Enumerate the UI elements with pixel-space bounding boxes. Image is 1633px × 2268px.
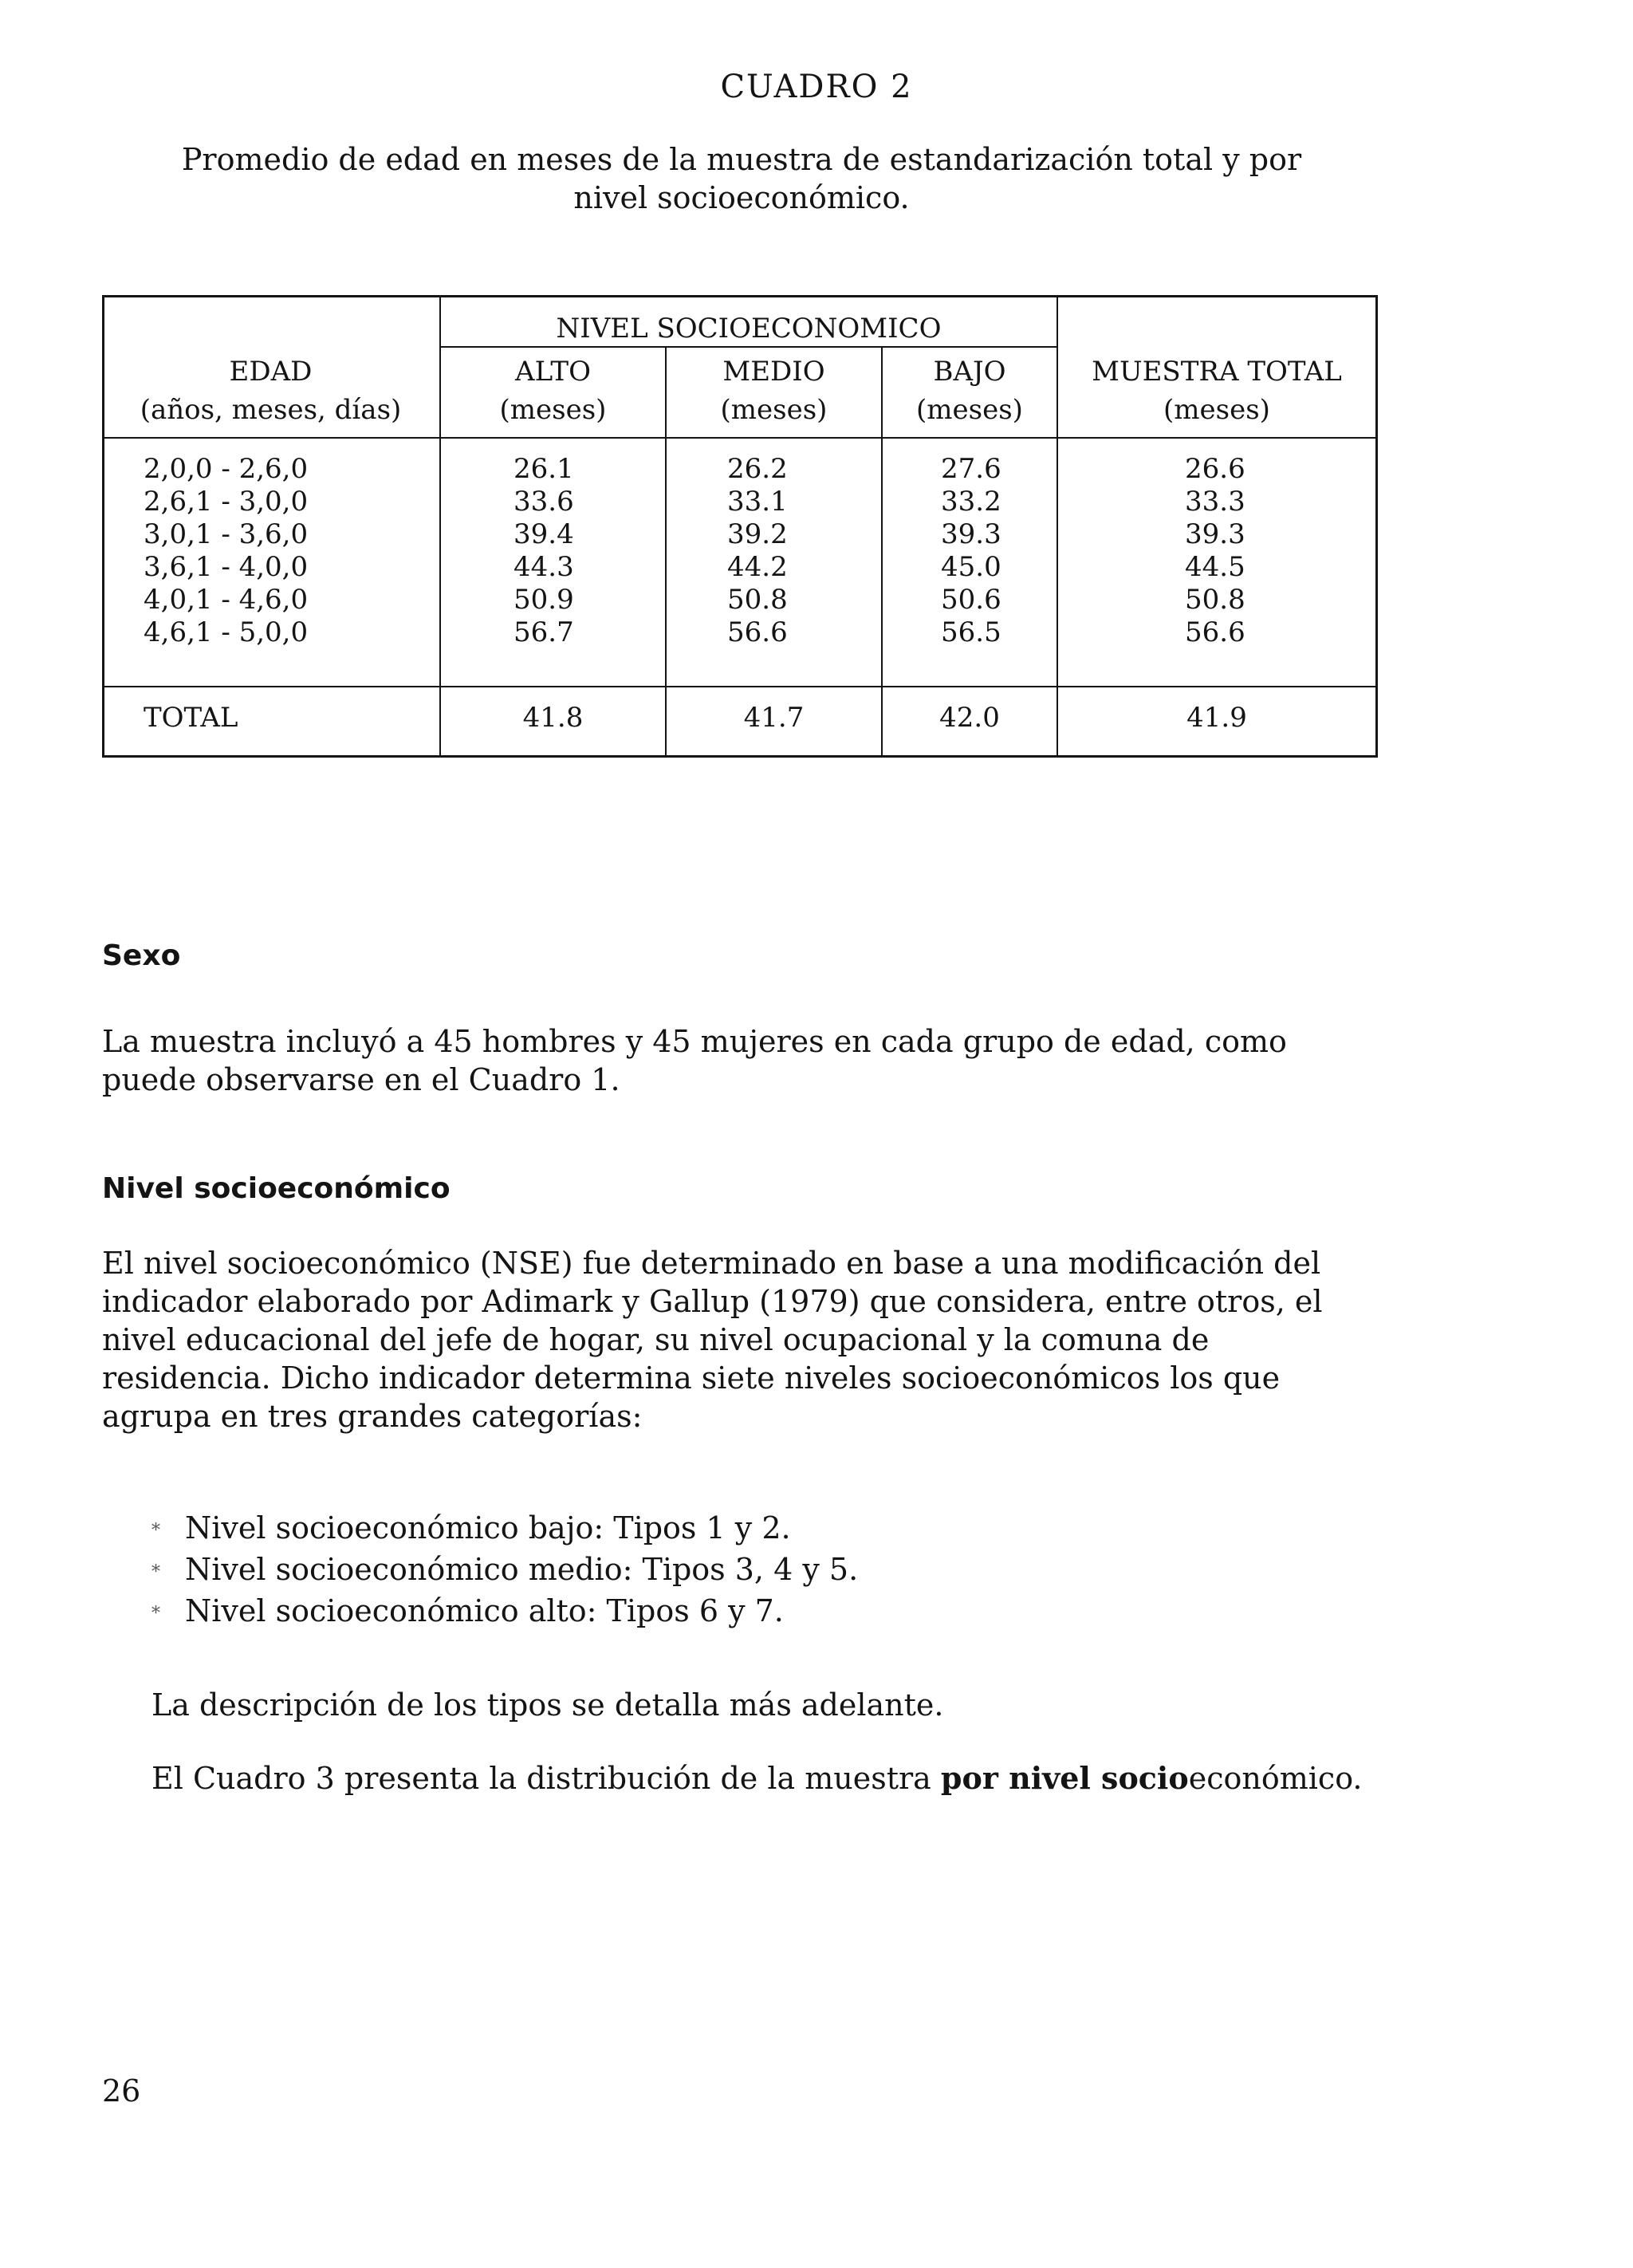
list-item: * Nivel socioeconómico bajo: Tipos 1 y 2. — [151, 1509, 858, 1550]
table-cell: 44.2 — [727, 551, 788, 583]
medio-column — [727, 453, 788, 649]
table-cell: 45.0 — [941, 551, 1001, 583]
bullet-icon: * — [151, 1521, 160, 1541]
age-table — [102, 295, 1378, 758]
table-cell: 50.9 — [514, 584, 574, 616]
table-cell: 33.6 — [514, 486, 574, 518]
header-medio-units: (meses) — [720, 394, 828, 426]
table-cell: 39.3 — [941, 518, 1001, 550]
table-cell: 26.2 — [727, 453, 788, 485]
bullet-icon: * — [151, 1562, 160, 1582]
paragraph-nse: El nivel socioeconómico (NSE) fue determinado en base a una modificación del indicador elaborado por Adimark y Gallup (1979) que considera, entre otros, el nivel educacional del jefe de hogar, su nivel ocupacional y la comuna de residencia. Dicho indicador determina siete niveles socioeconómicos los que agrupa en tres grandes categorías: — [102, 1246, 1323, 1434]
table-cell: 39.2 — [727, 518, 788, 550]
table-cell: 44.3 — [514, 551, 574, 583]
table-cell: 3,0,1 - 3,6,0 — [144, 518, 309, 550]
header-bajo-units: (meses) — [916, 394, 1023, 426]
header-medio: MEDIO — [722, 356, 825, 388]
header-nivel-socioeconomico: NIVEL SOCIOECONOMICO — [556, 313, 942, 345]
list-item: * Nivel socioeconómico medio: Tipos 3, 4 y 5. — [151, 1550, 858, 1592]
header-bajo: BAJO — [933, 356, 1006, 388]
table-cell: 27.6 — [941, 453, 1001, 485]
list-item: * Nivel socioeconómico alto: Tipos 6 y 7. — [151, 1592, 858, 1633]
table-cell: 39.3 — [1185, 518, 1245, 550]
paragraph-closing-1: La descripción de los tipos se detalla más adelante. — [151, 1687, 944, 1723]
nse-category-list — [151, 1509, 858, 1633]
header-edad-units: (años, meses, días) — [140, 394, 402, 426]
alto-column — [514, 453, 574, 649]
table-cell: 56.6 — [1185, 616, 1245, 648]
table-caption: Promedio de edad en meses de la muestra de estandarización total y por nivel socioeconómico. — [181, 142, 1302, 215]
table-cell: 2,0,0 - 2,6,0 — [144, 453, 309, 485]
total-row-medio: 41.7 — [743, 702, 805, 734]
table-cell: 3,6,1 - 4,0,0 — [144, 551, 309, 583]
table-cell: 4,6,1 - 5,0,0 — [144, 616, 309, 648]
bullet-icon: * — [151, 1604, 160, 1624]
table-cell: 26.1 — [514, 453, 574, 485]
header-alto-units: (meses) — [499, 394, 607, 426]
table-title: CUADRO 2 — [720, 69, 913, 105]
table-cell: 50.6 — [941, 584, 1001, 616]
header-edad: EDAD — [229, 356, 313, 388]
page-number: 26 — [102, 2073, 141, 2109]
table-cell: 50.8 — [727, 584, 788, 616]
total-row-label: TOTAL — [144, 702, 238, 734]
bajo-column — [941, 453, 1001, 649]
table-cell: 39.4 — [514, 518, 574, 550]
total-row-bajo: 42.0 — [939, 702, 1000, 734]
total-row-total: 41.9 — [1186, 702, 1247, 734]
section-heading-nse: Nivel socioeconómico — [102, 1172, 451, 1205]
total-column — [1185, 453, 1245, 649]
header-alto: ALTO — [515, 356, 591, 388]
table-cell: 33.2 — [941, 486, 1001, 518]
table-cell: 56.5 — [941, 616, 1001, 648]
table-cell: 44.5 — [1185, 551, 1245, 583]
table-cell: 26.6 — [1185, 453, 1245, 485]
table-cell: 2,6,1 - 3,0,0 — [144, 486, 309, 518]
header-muestra-total: MUESTRA TOTAL — [1092, 356, 1342, 388]
paragraph-closing-2: El Cuadro 3 presenta la distribución de la muestra por nivel socioeconómico. — [151, 1760, 1363, 1796]
table-cell: 4,0,1 - 4,6,0 — [144, 584, 309, 616]
table-cell: 33.3 — [1185, 486, 1245, 518]
paragraph-sexo: La muestra incluyó a 45 hombres y 45 mujeres en cada grupo de edad, como puede observarse en el Cuadro 1. — [102, 1024, 1287, 1097]
table-cell: 33.1 — [727, 486, 788, 518]
table-cell: 56.6 — [727, 616, 788, 648]
edad-column — [144, 453, 308, 649]
table-cell: 50.8 — [1185, 584, 1245, 616]
table-cell: 56.7 — [514, 616, 574, 648]
total-row-alto: 41.8 — [522, 702, 584, 734]
header-total-units: (meses) — [1163, 394, 1270, 426]
section-heading-sexo: Sexo — [102, 939, 181, 972]
